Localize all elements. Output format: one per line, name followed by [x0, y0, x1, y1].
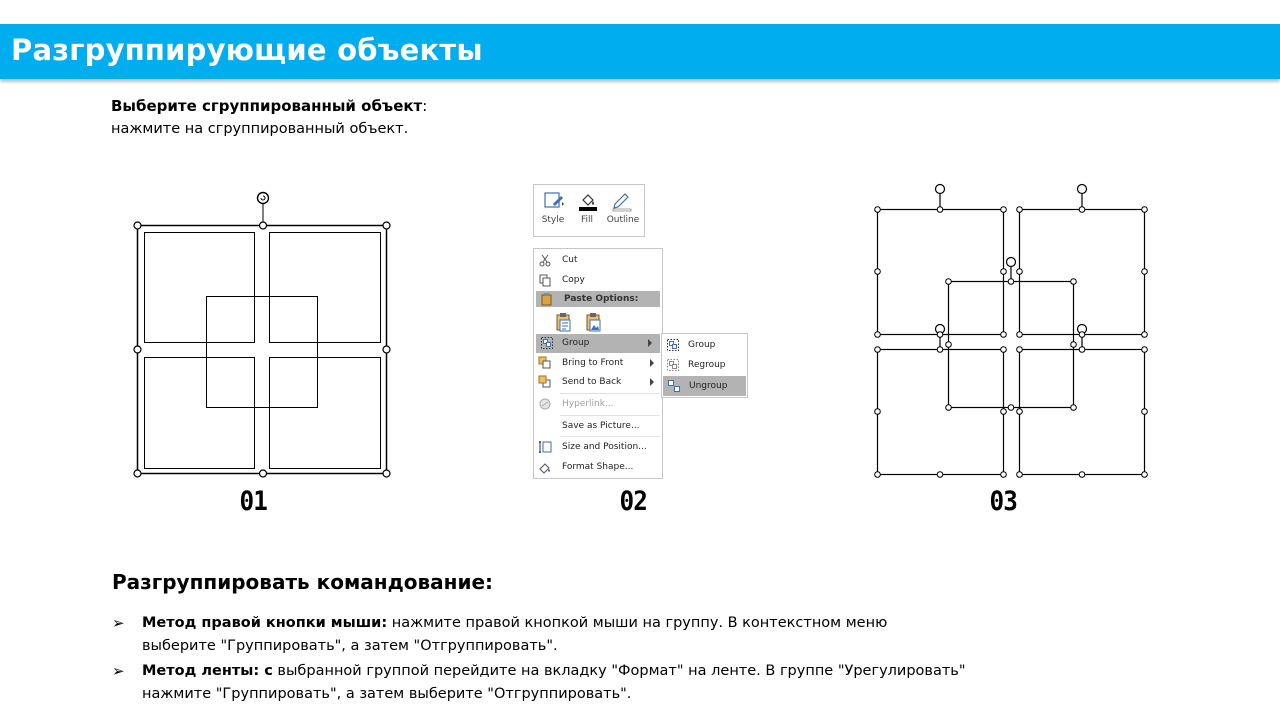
submenu-item-label: Regroup — [688, 360, 726, 370]
style-button[interactable] — [537, 185, 569, 235]
submenu-item-regroup[interactable] — [662, 355, 747, 375]
group-square — [270, 233, 381, 343]
bullet-bold: Метод правой кнопки мыши: — [142, 615, 388, 631]
paste-options-buttons — [554, 311, 614, 333]
scissors-icon — [538, 253, 552, 267]
menu-item-copy[interactable] — [534, 271, 662, 289]
group-icon — [540, 336, 554, 350]
menu-item-cut[interactable] — [534, 251, 662, 269]
hyperlink-icon — [538, 397, 552, 411]
group-square — [270, 358, 381, 469]
submenu-arrow-icon — [650, 359, 654, 367]
pen-outline-icon — [611, 190, 633, 212]
bullet-body: выбранной группой перейдите на вкладку "Формат" на ленте. В группе "Урегулировать" — [272, 663, 966, 679]
arrow-bullet-icon: ➢ — [112, 662, 125, 680]
figure-01-grouped[interactable] — [134, 193, 390, 478]
menu-item-send-to-back[interactable] — [534, 373, 662, 391]
resize-handles[interactable] — [134, 222, 390, 477]
submenu-arrow-icon — [648, 339, 652, 347]
submenu-item-group[interactable] — [662, 335, 747, 355]
intro-heading-colon: : — [422, 97, 428, 115]
group-icon — [666, 338, 680, 352]
shape-style-icon — [543, 190, 565, 212]
paste-keep-formatting-icon[interactable] — [554, 311, 574, 333]
menu-item-save-as-picture[interactable] — [534, 417, 662, 435]
shape-square[interactable] — [949, 282, 1074, 408]
menu-item-label: Format Shape... — [562, 462, 634, 472]
section-title: Разгруппировать командование: — [112, 570, 494, 594]
outline-button[interactable] — [605, 185, 641, 235]
paste-options-label: Paste Options: — [564, 294, 639, 304]
paste-options-header — [536, 291, 660, 307]
format-shape-icon — [538, 460, 552, 474]
menu-item-size-and-position[interactable] — [534, 438, 662, 456]
rotate-handle-icon[interactable] — [936, 185, 1087, 334]
regroup-icon — [666, 358, 680, 372]
step-number-02: 02 — [619, 486, 647, 517]
menu-item-group[interactable] — [536, 334, 660, 353]
copy-icon — [538, 273, 552, 287]
step-number-03: 03 — [989, 486, 1017, 517]
bullet-body-continued: нажмите "Группировать", а затем выберите "Отгруппировать". — [142, 686, 632, 702]
menu-separator — [560, 436, 660, 437]
context-menu — [533, 248, 663, 479]
fill-label: Fill — [580, 215, 594, 225]
style-label: Style — [541, 215, 565, 225]
menu-item-label: Group — [562, 338, 590, 348]
menu-item-label: Cut — [562, 255, 578, 265]
intro-text: нажмите на сгруппированный объект. — [111, 121, 409, 137]
menu-separator — [560, 415, 660, 416]
arrow-bullet-icon: ➢ — [112, 614, 125, 632]
menu-item-format-shape[interactable] — [534, 458, 662, 476]
ungroup-icon — [667, 379, 681, 393]
figure-03-ungrouped[interactable] — [875, 185, 1148, 478]
send-back-icon — [538, 375, 552, 389]
selection-frame — [138, 226, 387, 474]
submenu-arrow-icon — [650, 378, 654, 386]
shape-square[interactable] — [878, 350, 1004, 475]
rotate-handle-icon[interactable] — [258, 193, 269, 204]
bullet-body-continued: выберите "Группировать", а затем "Отгруппировать". — [142, 638, 558, 654]
group-square — [207, 297, 318, 408]
intro-heading-text: Выберите сгруппированный объект — [111, 97, 423, 115]
submenu-item-label: Ungroup — [689, 381, 728, 391]
group-submenu — [661, 333, 748, 398]
submenu-item-label: Group — [688, 340, 716, 350]
outline-label: Outline — [606, 215, 640, 225]
menu-item-label: Save as Picture... — [562, 421, 640, 431]
menu-item-label: Send to Back — [562, 377, 622, 387]
shape-square[interactable] — [1020, 350, 1145, 475]
paste-icon — [540, 292, 554, 306]
resize-handles[interactable] — [875, 207, 1148, 478]
step-number-01: 01 — [239, 486, 267, 517]
bullet-text — [142, 660, 1002, 706]
paste-as-picture-icon[interactable] — [584, 311, 604, 333]
menu-item-label: Hyperlink... — [562, 399, 614, 409]
menu-item-hyperlink[interactable] — [534, 395, 662, 413]
group-square — [145, 358, 255, 469]
menu-item-bring-to-front[interactable] — [534, 354, 662, 372]
bullet-bold: Метод ленты: с — [142, 663, 273, 679]
paint-bucket-icon — [577, 190, 599, 212]
shape-square[interactable] — [1020, 210, 1145, 335]
menu-item-label: Copy — [562, 275, 585, 285]
bullet-text — [142, 612, 1002, 658]
shape-square[interactable] — [878, 210, 1004, 335]
page-title: Разгруппирующие объекты — [11, 33, 483, 67]
menu-item-label: Bring to Front — [562, 358, 624, 368]
size-position-icon — [538, 440, 552, 454]
bring-front-icon — [538, 356, 552, 370]
bullet-body: нажмите правой кнопкой мыши на группу. В контекстном меню — [387, 615, 888, 631]
menu-separator — [560, 393, 660, 394]
menu-item-label: Size and Position... — [562, 442, 647, 452]
group-square — [145, 233, 255, 343]
ribbon-shape-styles — [533, 184, 645, 237]
submenu-item-ungroup[interactable] — [663, 376, 746, 396]
fill-button[interactable] — [571, 185, 603, 235]
